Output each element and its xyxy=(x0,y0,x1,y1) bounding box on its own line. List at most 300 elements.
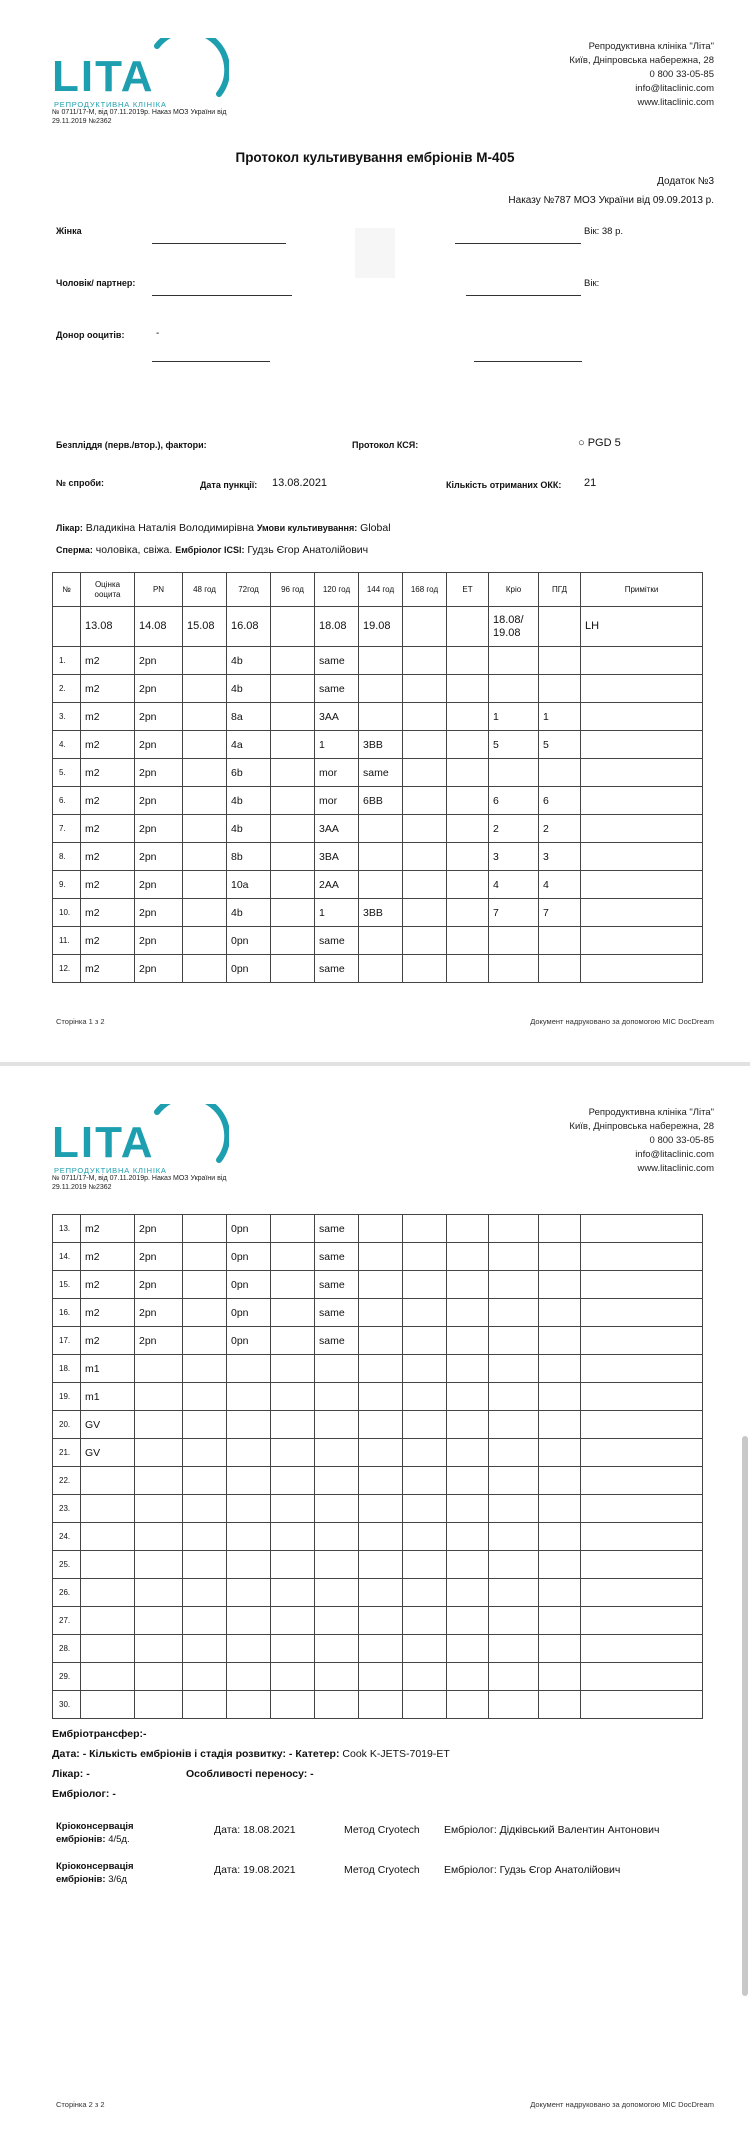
table-cell xyxy=(581,955,703,983)
table-cell xyxy=(581,1355,703,1383)
attempt-label: № спроби: xyxy=(56,478,105,488)
table-row xyxy=(53,1663,703,1691)
table-cell: 6BB xyxy=(359,787,403,815)
conditions-label: Умови культивування: xyxy=(256,523,358,533)
doctor-line xyxy=(56,522,391,534)
clinic-phone: 0 800 33-05-85 xyxy=(649,1135,714,1146)
table-cell xyxy=(183,1691,227,1719)
table-cell xyxy=(271,1551,315,1579)
table-cell xyxy=(539,1691,581,1719)
table-cell: 96 год xyxy=(271,573,315,607)
table-cell xyxy=(403,1327,447,1355)
table-cell xyxy=(359,955,403,983)
table-cell xyxy=(315,1383,359,1411)
table-cell: 3 xyxy=(489,843,539,871)
table-cell: LH xyxy=(581,607,703,647)
table-cell: 14.08 xyxy=(135,607,183,647)
table-row xyxy=(53,1327,703,1355)
table-cell xyxy=(539,1299,581,1327)
table-row xyxy=(53,1635,703,1663)
table-cell: 6. xyxy=(53,787,81,815)
table-cell: № xyxy=(53,573,81,607)
table-cell xyxy=(489,1467,539,1495)
table-cell xyxy=(403,1215,447,1243)
table-cell xyxy=(489,1271,539,1299)
table-cell xyxy=(539,1467,581,1495)
clinic-website[interactable]: www.litaclinic.com xyxy=(637,1163,714,1174)
table-cell: m2 xyxy=(81,955,135,983)
table-cell xyxy=(539,675,581,703)
table-cell: ПГД xyxy=(539,573,581,607)
table-cell xyxy=(447,647,489,675)
table-cell xyxy=(183,955,227,983)
table-cell xyxy=(271,703,315,731)
table-cell xyxy=(359,1691,403,1719)
table-cell xyxy=(271,607,315,647)
table-cell xyxy=(183,1383,227,1411)
table-cell xyxy=(315,1439,359,1467)
table-cell xyxy=(447,1551,489,1579)
redacted-area xyxy=(355,228,395,278)
table-cell xyxy=(183,1215,227,1243)
embryologist-icsi-label: Ембріолог ICSI: xyxy=(175,545,245,555)
table-row xyxy=(53,1607,703,1635)
annex-order: Наказу №787 МОЗ України від 09.09.2013 р. xyxy=(508,195,714,206)
clinic-address: Київ, Дніпровська набережна, 28 xyxy=(569,55,714,66)
table-cell: 2AA xyxy=(315,871,359,899)
table-cell: 1 xyxy=(315,731,359,759)
table-cell xyxy=(403,1579,447,1607)
table-cell: m2 xyxy=(81,871,135,899)
clinic-website[interactable]: www.litaclinic.com xyxy=(637,97,714,108)
table-cell xyxy=(271,1383,315,1411)
table-cell xyxy=(271,1271,315,1299)
table-cell xyxy=(403,759,447,787)
transfer-title: Ембріотрансфер:- xyxy=(52,1728,147,1740)
table-row xyxy=(53,955,703,983)
cryo-label-line: Кріоконсервація xyxy=(56,1821,134,1832)
table-cell xyxy=(315,1523,359,1551)
table-cell: 24. xyxy=(53,1523,81,1551)
table-cell xyxy=(359,1495,403,1523)
table-cell: 5 xyxy=(539,731,581,759)
table-cell xyxy=(315,1635,359,1663)
table-cell xyxy=(315,1411,359,1439)
table-cell: 2 xyxy=(539,815,581,843)
table-cell xyxy=(403,1607,447,1635)
partner-line xyxy=(152,295,292,296)
table-cell xyxy=(581,1635,703,1663)
table-cell: 6b xyxy=(227,759,271,787)
transfer-count-label: Кількість ембріонів і стадія розвитку: - xyxy=(89,1748,293,1760)
table-cell xyxy=(359,1299,403,1327)
table-cell: 3BB xyxy=(359,899,403,927)
table-cell: 9. xyxy=(53,871,81,899)
table-cell xyxy=(489,1523,539,1551)
table-cell: 22. xyxy=(53,1467,81,1495)
table-cell xyxy=(581,1215,703,1243)
logo-subtitle: РЕПРОДУКТИВНА КЛІНІКА xyxy=(54,1166,167,1175)
table-cell xyxy=(403,1691,447,1719)
table-cell: 8b xyxy=(227,843,271,871)
woman-line xyxy=(152,243,286,244)
table-cell: 30. xyxy=(53,1691,81,1719)
scrollbar[interactable] xyxy=(742,1436,748,1996)
table-cell: 2pn xyxy=(135,1271,183,1299)
table-row xyxy=(53,1299,703,1327)
table-cell xyxy=(183,787,227,815)
table-cell: mor xyxy=(315,787,359,815)
table-cell: 0pn xyxy=(227,1271,271,1299)
cryo-2-method: Метод Cryotech xyxy=(344,1864,420,1876)
table-row xyxy=(53,787,703,815)
table-cell: 120 год xyxy=(315,573,359,607)
table-cell xyxy=(539,1663,581,1691)
donor-line-2 xyxy=(474,361,582,362)
table-cell xyxy=(359,1635,403,1663)
transfer-embryologist: Ембріолог: - xyxy=(52,1788,116,1800)
clinic-name: Репродуктивна клініка "Літа" xyxy=(588,1107,714,1118)
pgd-value: ○ PGD 5 xyxy=(578,437,621,449)
table-cell xyxy=(447,1383,489,1411)
table-cell xyxy=(271,1691,315,1719)
cryo-label-line: ембріонів: xyxy=(56,1874,106,1885)
conditions-value: Global xyxy=(360,522,391,534)
table-cell: 2pn xyxy=(135,955,183,983)
table-cell xyxy=(489,1355,539,1383)
table-cell: 3AA xyxy=(315,815,359,843)
cryo-label-line: ембріонів: xyxy=(56,1834,106,1845)
annex-number: Додаток №3 xyxy=(657,176,714,187)
table-cell xyxy=(581,1467,703,1495)
woman-label: Жінка xyxy=(56,226,82,236)
table-cell: 13. xyxy=(53,1215,81,1243)
partner-line-2 xyxy=(466,295,581,296)
table-cell: 2pn xyxy=(135,1327,183,1355)
table-cell xyxy=(489,1495,539,1523)
okk-value: 21 xyxy=(584,477,597,489)
table-row xyxy=(53,871,703,899)
table-cell xyxy=(403,955,447,983)
table-cell xyxy=(271,1579,315,1607)
table-cell xyxy=(489,1243,539,1271)
transfer-catheter-value: Cook K-JETS-7019-ET xyxy=(342,1748,450,1760)
embryo-table-page-2 xyxy=(52,1214,703,1719)
table-cell xyxy=(271,843,315,871)
table-cell xyxy=(359,1607,403,1635)
puncture-date: 13.08.2021 xyxy=(272,477,328,489)
table-cell: 4b xyxy=(227,647,271,675)
table-cell: m2 xyxy=(81,703,135,731)
table-cell xyxy=(403,899,447,927)
clinic-contacts-2 xyxy=(569,1106,714,1176)
table-row xyxy=(53,647,703,675)
table-cell: 1 xyxy=(539,703,581,731)
table-cell xyxy=(447,1327,489,1355)
printed-note-1: Документ надруковано за допомогою МІС DocDream xyxy=(530,1017,714,1026)
table-cell xyxy=(581,1523,703,1551)
table-cell: 6 xyxy=(539,787,581,815)
table-row xyxy=(53,815,703,843)
table-cell xyxy=(227,1691,271,1719)
table-cell xyxy=(403,1355,447,1383)
table-cell xyxy=(315,1495,359,1523)
table-cell xyxy=(403,1439,447,1467)
table-cell: 3 xyxy=(539,843,581,871)
table-cell: 13.08 xyxy=(81,607,135,647)
table-dates-row xyxy=(53,607,703,647)
table-cell: 0pn xyxy=(227,1327,271,1355)
transfer-line-1 xyxy=(52,1748,450,1760)
table-cell xyxy=(315,1355,359,1383)
table-cell xyxy=(403,927,447,955)
logo-subtitle: РЕПРОДУКТИВНА КЛІНІКА xyxy=(54,100,167,109)
table-cell: 3BB xyxy=(359,731,403,759)
table-cell xyxy=(403,1299,447,1327)
table-cell xyxy=(359,1579,403,1607)
logo-arc-icon xyxy=(147,38,229,106)
table-cell xyxy=(315,1691,359,1719)
clinic-email[interactable]: info@litaclinic.com xyxy=(635,83,714,94)
table-cell: 10a xyxy=(227,871,271,899)
table-cell: 2 xyxy=(489,815,539,843)
table-cell: same xyxy=(315,1243,359,1271)
table-cell xyxy=(581,703,703,731)
table-cell: 8. xyxy=(53,843,81,871)
table-cell xyxy=(539,927,581,955)
table-cell: 2pn xyxy=(135,647,183,675)
clinic-email[interactable]: info@litaclinic.com xyxy=(635,1149,714,1160)
table-cell xyxy=(183,647,227,675)
table-cell xyxy=(581,1439,703,1467)
table-cell xyxy=(539,1327,581,1355)
table-cell xyxy=(581,787,703,815)
table-cell xyxy=(359,1663,403,1691)
table-cell: m2 xyxy=(81,731,135,759)
license-info-2 xyxy=(52,1174,312,1192)
table-cell: same xyxy=(359,759,403,787)
table-cell xyxy=(271,1635,315,1663)
table-cell xyxy=(539,1271,581,1299)
cryo-2-date: Дата: 19.08.2021 xyxy=(214,1864,296,1876)
table-cell: m2 xyxy=(81,927,135,955)
cryo-1-label xyxy=(56,1820,134,1846)
table-cell xyxy=(183,731,227,759)
table-cell xyxy=(403,1243,447,1271)
transfer-date-label: Дата: - xyxy=(52,1748,87,1760)
table-cell xyxy=(447,1495,489,1523)
table-cell xyxy=(359,1327,403,1355)
table-cell xyxy=(447,1579,489,1607)
table-row xyxy=(53,1243,703,1271)
partner-age: Вік: xyxy=(584,278,600,289)
table-cell xyxy=(403,1663,447,1691)
table-cell xyxy=(315,1607,359,1635)
table-cell xyxy=(53,607,81,647)
cryo-label-value: 3/6д xyxy=(108,1874,127,1885)
table-cell xyxy=(447,1411,489,1439)
table-cell: m2 xyxy=(81,843,135,871)
table-cell: Оцінка ооцита xyxy=(81,573,135,607)
okk-label: Кількість отриманих ОКК: xyxy=(446,480,562,490)
table-cell xyxy=(403,871,447,899)
table-cell xyxy=(403,1551,447,1579)
table-row xyxy=(53,1355,703,1383)
table-cell: 4 xyxy=(489,871,539,899)
cryo-label-line: Кріоконсервація xyxy=(56,1861,134,1872)
table-row xyxy=(53,1411,703,1439)
table-cell xyxy=(135,1411,183,1439)
document-page-1 xyxy=(0,0,750,1062)
table-cell xyxy=(447,607,489,647)
table-cell xyxy=(359,843,403,871)
table-cell: same xyxy=(315,647,359,675)
table-cell xyxy=(359,1243,403,1271)
table-cell: 4 xyxy=(539,871,581,899)
table-cell xyxy=(359,1551,403,1579)
logo-word: LITA xyxy=(52,52,155,101)
table-cell xyxy=(489,1299,539,1327)
table-cell xyxy=(539,1635,581,1663)
table-cell xyxy=(227,1635,271,1663)
puncture-label: Дата пункції: xyxy=(200,480,258,490)
table-cell xyxy=(359,1355,403,1383)
transfer-features: Особливості переносу: - xyxy=(186,1768,314,1780)
table-cell: 19.08 xyxy=(359,607,403,647)
table-cell xyxy=(581,1691,703,1719)
table-cell xyxy=(227,1551,271,1579)
license-info xyxy=(52,108,312,126)
license-line: № 0711/17-М, від 07.11.2019р. Наказ МОЗ України від xyxy=(52,1175,227,1182)
license-line: № 0711/17-М, від 07.11.2019р. Наказ МОЗ України від xyxy=(52,109,227,116)
table-cell xyxy=(489,759,539,787)
table-cell xyxy=(403,703,447,731)
table-cell xyxy=(81,1523,135,1551)
table-cell xyxy=(183,1355,227,1383)
table-cell: 3AA xyxy=(315,703,359,731)
table-cell: same xyxy=(315,1271,359,1299)
table-cell: m2 xyxy=(81,1299,135,1327)
table-cell xyxy=(183,1299,227,1327)
table-cell xyxy=(489,647,539,675)
table-cell xyxy=(81,1579,135,1607)
table-cell xyxy=(271,731,315,759)
table-cell xyxy=(539,1579,581,1607)
table-cell xyxy=(271,759,315,787)
table-cell: 25. xyxy=(53,1551,81,1579)
table-cell: PN xyxy=(135,573,183,607)
table-cell xyxy=(581,1327,703,1355)
table-cell xyxy=(183,675,227,703)
table-cell xyxy=(447,731,489,759)
table-cell xyxy=(403,607,447,647)
table-cell xyxy=(447,871,489,899)
table-cell xyxy=(183,1495,227,1523)
table-cell xyxy=(183,815,227,843)
table-cell xyxy=(447,843,489,871)
table-cell: 10. xyxy=(53,899,81,927)
table-cell xyxy=(539,955,581,983)
table-cell xyxy=(359,703,403,731)
table-cell xyxy=(447,1271,489,1299)
table-cell: m2 xyxy=(81,1327,135,1355)
clinic-name: Репродуктивна клініка "Літа" xyxy=(588,41,714,52)
cryo-2-label xyxy=(56,1860,134,1886)
table-cell: 7 xyxy=(539,899,581,927)
sperm-value: чоловіка, свіжа. xyxy=(95,544,173,556)
table-cell: m2 xyxy=(81,1271,135,1299)
table-cell: 26. xyxy=(53,1579,81,1607)
table-cell xyxy=(271,1439,315,1467)
table-cell xyxy=(581,1663,703,1691)
table-cell: 2pn xyxy=(135,1215,183,1243)
table-cell: 6 xyxy=(489,787,539,815)
table-cell: m2 xyxy=(81,815,135,843)
table-cell xyxy=(539,1243,581,1271)
table-cell: 0pn xyxy=(227,1215,271,1243)
table-cell xyxy=(135,1383,183,1411)
table-cell xyxy=(271,1355,315,1383)
table-row xyxy=(53,1579,703,1607)
table-cell xyxy=(489,1691,539,1719)
cryo-1-method: Метод Cryotech xyxy=(344,1824,420,1836)
table-cell: GV xyxy=(81,1411,135,1439)
table-cell xyxy=(403,1523,447,1551)
table-cell xyxy=(403,815,447,843)
table-cell xyxy=(359,1383,403,1411)
table-cell: 18.08/ 19.08 xyxy=(489,607,539,647)
table-cell: GV xyxy=(81,1439,135,1467)
table-cell xyxy=(489,1383,539,1411)
table-cell xyxy=(359,647,403,675)
table-row xyxy=(53,899,703,927)
table-cell xyxy=(581,1551,703,1579)
table-cell: 18. xyxy=(53,1355,81,1383)
table-cell: same xyxy=(315,1299,359,1327)
infertility-label: Безпліддя (перв./втор.), фактори: xyxy=(56,440,207,450)
table-cell: m2 xyxy=(81,759,135,787)
table-cell: 27. xyxy=(53,1607,81,1635)
table-cell xyxy=(359,1523,403,1551)
table-row xyxy=(53,927,703,955)
table-cell: m2 xyxy=(81,787,135,815)
table-cell xyxy=(271,871,315,899)
table-cell xyxy=(183,1439,227,1467)
table-cell xyxy=(271,1467,315,1495)
table-cell xyxy=(271,1663,315,1691)
table-cell xyxy=(581,647,703,675)
table-cell xyxy=(581,675,703,703)
table-row xyxy=(53,731,703,759)
table-cell xyxy=(581,1271,703,1299)
table-cell: 16. xyxy=(53,1299,81,1327)
cryo-1-embryologist: Ембріолог: Дідківський Валентин Антонович xyxy=(444,1824,660,1836)
table-cell xyxy=(227,1607,271,1635)
table-cell xyxy=(447,1355,489,1383)
table-cell xyxy=(447,1635,489,1663)
table-cell xyxy=(359,815,403,843)
table-cell xyxy=(227,1411,271,1439)
table-cell xyxy=(315,1663,359,1691)
table-cell xyxy=(581,759,703,787)
woman-age: Вік: 38 р. xyxy=(584,226,624,237)
table-cell: 2pn xyxy=(135,787,183,815)
table-cell xyxy=(403,1467,447,1495)
table-cell xyxy=(447,815,489,843)
table-row xyxy=(53,1495,703,1523)
table-row xyxy=(53,1383,703,1411)
table-cell: 11. xyxy=(53,927,81,955)
